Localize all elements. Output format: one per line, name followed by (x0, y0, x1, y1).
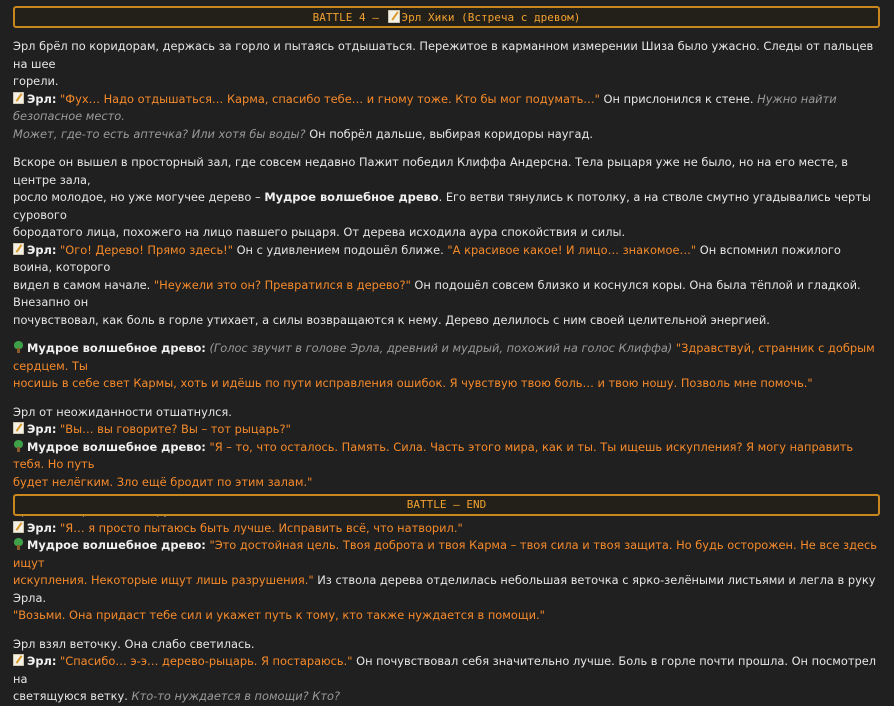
quote: "Спасибо… э-э… дерево-рыцарь. Я постараюсь." (60, 654, 353, 668)
paragraph-2 (13, 154, 880, 329)
quote: "Вы… вы говорите? Вы – тот рыцарь?" (60, 422, 291, 436)
narration: Эрл брёл по коридорам, держась за горло и пытаясь отдышаться. Пережитое в карманном измерении Шиза было ужасно. Следы от пальцев на шее (13, 39, 874, 71)
quote: "Возьми. Она придаст тебе сил и укажет путь к тому, кто также нуждается в помощи." (13, 608, 545, 622)
narration: росло молодое, но уже могучее дерево – (13, 190, 265, 204)
quote: "Я… я просто пытаюсь быть лучше. Исправить всё, что натворил." (60, 520, 463, 535)
narration: Эрл от неожиданности отшатнулся. (13, 404, 232, 419)
narration: Эрл взял веточку. Она слабо светилась. (13, 636, 255, 651)
speaker-name: Мудрое волшебное древо: (27, 341, 206, 355)
narration: . Его ветви тянулись к потолку, а на стволе смутно угадывались черты сурового (13, 190, 871, 222)
dialogue-line (13, 653, 880, 688)
narration: Он с удивлением подошёл ближе. (232, 242, 448, 257)
dialogue-line (13, 242, 880, 277)
dialogue-line (13, 537, 880, 572)
speaker-name: Мудрое волшебное древо: (27, 439, 206, 454)
quote: носишь в себе свет Кармы, хоть и идёшь по пути исправления ошибок. Я чувствую твою боль… и твою ношу. Позволь мне помочь." (13, 376, 813, 390)
speaker-name: Эрл: (27, 654, 57, 668)
thought: Может, где-то есть аптечка? Или хотя бы воды? (13, 126, 306, 141)
quote: "Ого! Дерево! Прямо здесь!" (60, 242, 233, 257)
tree-icon (13, 341, 24, 353)
narration: Из ствола дерева отделилась небольшая веточка с ярко-зелёными листьями и легла в руку Эрла. (13, 573, 876, 605)
memo-icon (388, 10, 400, 23)
banner-title: Эрл Хики (Встреча с древом) (401, 11, 581, 24)
tree-icon (13, 440, 24, 452)
narration: Он побрёл дальше, выбирая коридоры наугад. (305, 126, 593, 141)
narration: Он подошёл совсем близко и коснулся коры. Она была тёплой и гладкой. Внезапно он (13, 277, 861, 309)
speaker-name: Эрл: (27, 520, 57, 535)
narration-line (13, 189, 880, 224)
narration: Вскоре он вышел в просторный зал, где совсем недавно Пажит победил Клиффа Андерсна. Тела рыцаря уже не было, но на его месте, в центре зала, (13, 155, 849, 187)
thought: Нужно найти безопасное место. (13, 91, 837, 123)
narration: Он вспомнил пожилого воина, которого (13, 242, 841, 274)
quote: "Неужели это он? Превратился в дерево?" (153, 277, 411, 292)
speaker-name: Эрл: (27, 242, 57, 257)
dialogue-line (13, 126, 880, 144)
speaker-name: Мудрое волшебное древо: (27, 538, 206, 552)
narration: светящуюся ветку. (13, 689, 132, 703)
speaker-name: Эрл: (27, 422, 57, 436)
quote: "Я – то, что осталось. Память. Сила. Часть этого мира, как и ты. Ты ищешь искупления? Я могу направить тебя. Но путь (13, 439, 854, 471)
battle-start-banner (13, 6, 880, 28)
story-text (13, 38, 880, 706)
paragraph-1 (13, 38, 880, 143)
paragraph-4 (13, 404, 880, 492)
memo-icon (13, 243, 24, 255)
dialogue-line (13, 688, 880, 706)
narration: горели. (13, 74, 59, 88)
memo-icon (13, 422, 24, 434)
quote: "Здравствуй, странник с добрым сердцем. Ты (13, 341, 875, 373)
dialogue-line (13, 572, 880, 607)
quote: "Фух… Надо отдышаться… Карма, спасибо тебе… и гному тоже. Кто бы мог подумать…" (60, 91, 600, 106)
quote: искупления. Некоторые ищут лишь разрушения." (13, 573, 314, 587)
tree-name: Мудрое волшебное древо (264, 190, 439, 204)
paragraph-3 (13, 340, 880, 393)
banner-prefix: BATTLE 4 – (312, 11, 386, 24)
narration: видел в самом начале. (13, 277, 154, 292)
battle-end-banner (13, 494, 880, 516)
dialogue-line (13, 520, 880, 538)
memo-icon (13, 92, 24, 104)
speaker-name: Эрл: (27, 91, 57, 106)
narration: почувствовал, как боль в горле утихает, а силы возвращаются к нему. Дерево делилось с ним своей целительной энергией. (13, 312, 770, 327)
narration: бородатого лица, похожего на лицо павшего рыцаря. От дерева исходила аура спокойствия и силы. (13, 225, 626, 239)
paragraph-5 (13, 502, 880, 625)
narration: Он прислонился к стене. (599, 91, 758, 106)
dialogue-line (13, 421, 880, 439)
dialogue-line (13, 439, 880, 474)
quote: будет нелёгким. Зло ещё бродит по этим залам." (13, 474, 313, 489)
thought: (Голос звучит в голове Эрла, древний и мудрый, похожий на голос Клиффа) (205, 341, 676, 355)
thought: Кто-то нуждается в помощи? Кто? (131, 689, 341, 703)
quote: "А красивое какое! И лицо… знакомое…" (447, 242, 697, 257)
dialogue-line (13, 91, 880, 126)
dialogue-line (13, 277, 880, 312)
quote: "Это достойная цель. Твоя доброта и твоя Карма – твоя сила и твоя защита. Но будь осторожен. Не все здесь ищут (13, 538, 877, 570)
banner-end-label: BATTLE – END (406, 498, 487, 511)
tree-icon (13, 538, 24, 550)
narration: Он почувствовал себя значительно лучше. Боль в горле почти прошла. Он посмотрел на (13, 654, 877, 686)
dialogue-line (13, 340, 880, 375)
memo-icon (13, 654, 24, 666)
paragraph-6 (13, 636, 880, 706)
